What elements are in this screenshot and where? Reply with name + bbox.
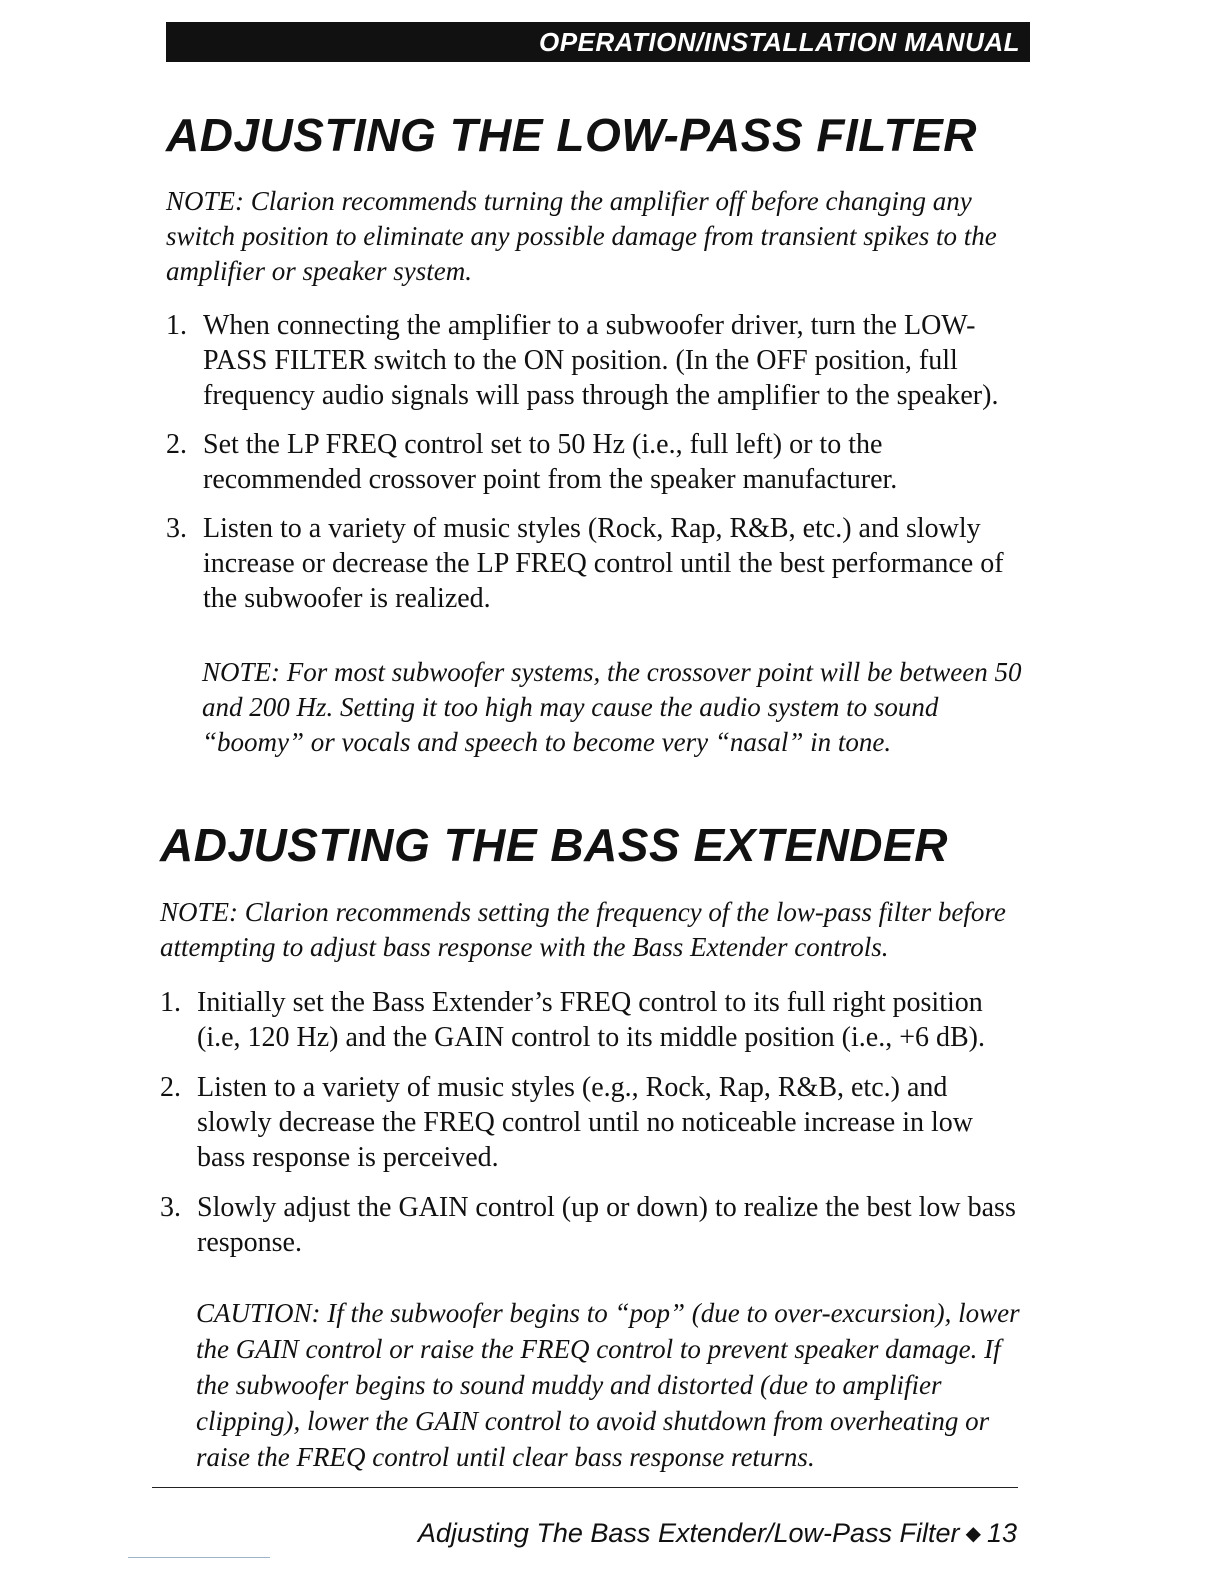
bass-extender-steps: [160, 985, 1020, 1260]
footer-divider: [152, 1487, 1018, 1488]
step-number: 2.: [160, 1072, 181, 1103]
step-text: Listen to a variety of music styles (e.g., Rock, Rap, R&B, etc.) and slowly decrease the FREQ control until no noticeable increase in low bass response is perceived.: [197, 1072, 974, 1173]
step-number: 2.: [166, 429, 187, 460]
footer-title: Adjusting The Bass Extender/Low-Pass Filter: [417, 1518, 960, 1548]
step-number: 3.: [166, 513, 187, 544]
bass-extender-step: [160, 985, 1020, 1055]
low-pass-step: [166, 308, 1026, 413]
bass-extender-section-title: ADJUSTING THE BASS EXTENDER: [160, 819, 948, 871]
step-number: 1.: [166, 310, 187, 341]
crossover-note: NOTE: For most subwoofer systems, the crossover point will be between 50 and 200 Hz. Setting it too high may cause the audio system to sound “boomy” or vocals and speech to become very “nasal” in tone.: [202, 657, 1022, 757]
step-number: 3.: [160, 1192, 181, 1223]
step-text: Slowly adjust the GAIN control (up or down) to realize the best low bass response.: [197, 1192, 1016, 1258]
low-pass-section-title: ADJUSTING THE LOW-PASS FILTER: [166, 109, 977, 161]
step-text: Listen to a variety of music styles (Rock, Rap, R&B, etc.) and slowly increase or decrease the LP FREQ control until the best performance of the subwoofer is realized.: [203, 513, 1004, 614]
low-pass-step: [166, 427, 1026, 497]
page-footer: [418, 1518, 1017, 1549]
manual-header-bar: [166, 22, 1030, 62]
diamond-icon: ◆: [965, 1523, 981, 1545]
step-text: Initially set the Bass Extender’s FREQ control to its full right position (i.e, 120 Hz) and the GAIN control to its middle position (i.e., +6 dB).: [197, 987, 985, 1053]
scan-artifact-line: [128, 1557, 270, 1558]
bass-extender-step: [160, 1070, 1020, 1175]
step-text: When connecting the amplifier to a subwoofer driver, turn the LOW-PASS FILTER switch to the ON position. (In the OFF position, full frequency audio signals will pass through the amplifier to the speaker).: [203, 310, 999, 411]
caution-note: CAUTION: If the subwoofer begins to “pop” (due to over-excursion), lower the GAIN control or raise the FREQ control to prevent speaker damage. If the subwoofer begins to sound muddy and distorted (due to amplifier clipping), lower the GAIN control to avoid shutdown from overheating or raise the FREQ control until clear bass response returns.: [196, 1298, 1020, 1472]
low-pass-steps: [166, 308, 1026, 616]
bass-extender-step: [160, 1190, 1020, 1260]
page-number: 13: [986, 1518, 1017, 1548]
bass-extender-note: NOTE: Clarion recommends setting the frequency of the low-pass filter before attempting to adjust bass response with the Bass Extender controls.: [160, 897, 1006, 962]
manual-header-title: OPERATION/INSTALLATION MANUAL: [538, 27, 1020, 57]
low-pass-note: NOTE: Clarion recommends turning the amplifier off before changing any switch position to eliminate any possible damage from transient spikes to the amplifier or speaker system.: [166, 186, 997, 286]
step-number: 1.: [160, 987, 181, 1018]
step-text: Set the LP FREQ control set to 50 Hz (i.e., full left) or to the recommended crossover point from the speaker manufacturer.: [203, 429, 898, 495]
low-pass-step: [166, 511, 1026, 616]
